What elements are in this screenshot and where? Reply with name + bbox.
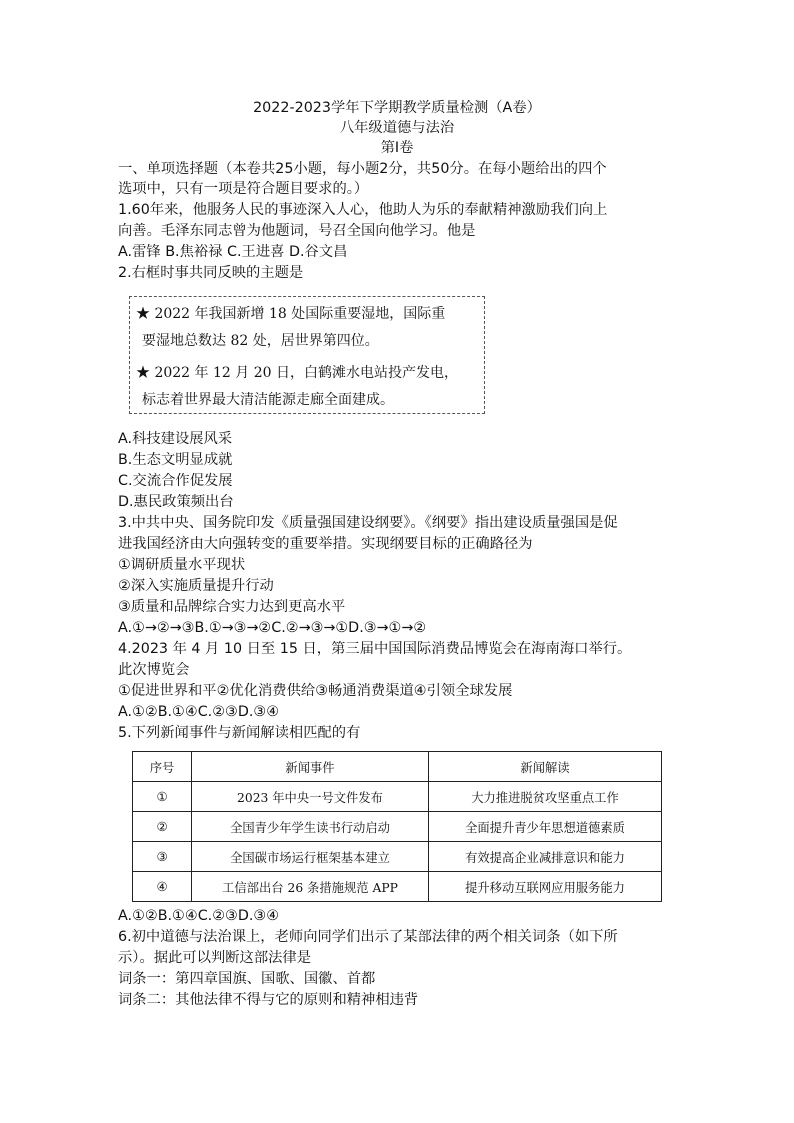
q4-stem-line1: 4.2023 年 4 月 10 日至 15 日，第三届中国国际消费品博览会在海南海口举行。 (118, 641, 632, 657)
q2-option-a: A.科技建设展风采 (118, 431, 233, 447)
exam-title: 2022-2023学年下学期教学质量检测（A卷） (253, 100, 541, 116)
table-cell: ④ (133, 872, 192, 902)
section-heading-line2: 选项中，只有一项是符合题目要求的。） (118, 181, 369, 197)
q3-options: A.①→②→③B.①→③→②C.②→③→①D.③→①→② (118, 620, 427, 636)
q5-stem: 5.下列新闻事件与新闻解读相匹配的有 (118, 725, 361, 741)
q3-item3: ③质量和品牌综合实力达到更高水平 (118, 599, 346, 615)
q5-news-table (132, 751, 662, 902)
table-row (133, 782, 662, 812)
q5-options: A.①②B.①④C.②③D.③④ (118, 908, 280, 924)
section-heading-line1: 一、单项选择题（本卷共25小题，每小题2分，共50分。在每小题给出的四个 (118, 161, 607, 177)
q3-stem-line1: 3.中共中央、国务院印发《质量强国建设纲要》。《纲要》指出建设质量强国是促 (118, 515, 618, 531)
q4-options: A.①②B.①④C.②③D.③④ (118, 704, 280, 720)
q1-stem-line2: 向善。毛泽东同志曾为他题词，号召全国向他学习。他是 (118, 223, 476, 239)
table-row (133, 842, 662, 872)
q6-entry2: 词条二：其他法律不得与它的原则和精神相违背 (118, 992, 419, 1008)
table-cell: ① (133, 782, 192, 812)
q3-item1: ①调研质量水平现状 (118, 557, 246, 573)
q2-box-line2: 要湿地总数达 82 处，居世界第四位。 (142, 333, 379, 349)
table-cell: 提升移动互联网应用服务能力 (429, 872, 662, 902)
table-header-cell: 序号 (133, 752, 192, 782)
table-header-cell: 新闻事件 (192, 752, 429, 782)
q1-stem-line1: 1.60年来，他服务人民的事迹深入人心，他助人为乐的奉献精神激励我们向上 (118, 202, 608, 218)
q3-item2: ②深入实施质量提升行动 (118, 578, 274, 594)
q2-option-c: C.交流合作促发展 (118, 473, 233, 489)
table-row (133, 872, 662, 902)
table-cell: 全面提升青少年思想道德素质 (429, 812, 662, 842)
q2-stem: 2.右框时事共同反映的主题是 (118, 265, 304, 281)
table-cell: 2023 年中央一号文件发布 (192, 782, 429, 812)
exam-subject: 八年级道德与法治 (339, 120, 455, 136)
table-cell: 全国碳市场运行框架基本建立 (192, 842, 429, 872)
table-cell: 工信部出台 26 条措施规范 APP (192, 872, 429, 902)
q4-items: ①促进世界和平②优化消费供给③畅通消费渠道④引领全球发展 (118, 683, 513, 699)
q3-stem-line2: 进我国经济由大向强转变的重要举措。实现纲要目标的正确路径为 (118, 536, 533, 552)
q2-box-line4: 标志着世界最大清洁能源走廊全面建成。 (142, 392, 394, 408)
table-row (133, 812, 662, 842)
q4-stem-line2: 此次博览会 (118, 662, 190, 678)
q2-option-b: B.生态文明显成就 (118, 452, 233, 468)
table-cell: ③ (133, 842, 192, 872)
q2-option-d: D.惠民政策频出台 (118, 494, 234, 510)
q6-entry1: 词条一：第四章国旗、国歌、国徽、首都 (118, 971, 376, 987)
table-cell: 全国青少年学生读书行动启动 (192, 812, 429, 842)
q6-stem-line1: 6.初中道德与法治课上，老师向同学们出示了某部法律的两个相关词条（如下所 (118, 929, 618, 945)
q6-stem-line2: 示）。据此可以判断这部法律是 (118, 950, 312, 966)
q2-news-box (129, 296, 485, 414)
q2-box-line1: ★ 2022 年我国新增 18 处国际重要湿地，国际重 (136, 306, 446, 322)
table-header-cell: 新闻解读 (429, 752, 662, 782)
table-cell: 大力推进脱贫攻坚重点工作 (429, 782, 662, 812)
q2-box-line3: ★ 2022 年 12 月 20 日，白鹤滩水电站投产发电， (136, 365, 458, 381)
table-cell: ② (133, 812, 192, 842)
q1-options: A.雷锋 B.焦裕禄 C.王进喜 D.谷文昌 (118, 244, 348, 260)
volume-label: 第Ⅰ卷 (380, 140, 414, 156)
table-cell: 有效提高企业减排意识和能力 (429, 842, 662, 872)
table-header-row (133, 752, 662, 782)
